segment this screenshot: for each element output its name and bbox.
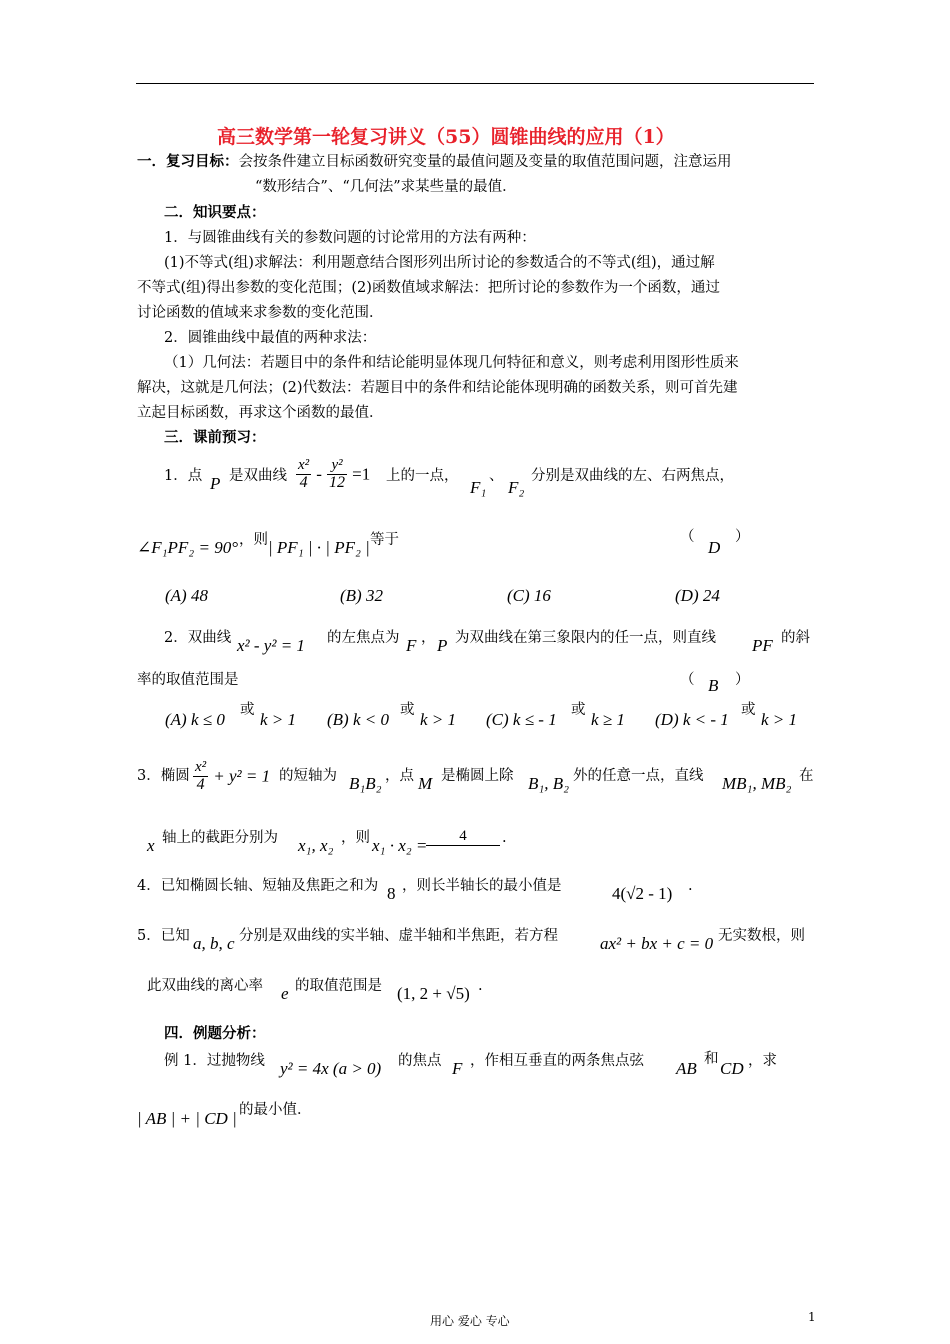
- ex1-text-e: 的最小值．: [239, 1102, 312, 1118]
- q1-text-a: 1．点: [164, 468, 203, 484]
- q3-x-axis: x: [147, 836, 155, 855]
- q2-hyperbola-eq: x² - y² = 1: [237, 636, 305, 655]
- knowledge-p7: 解决，这就是几何法；(2)代数法：若题目中的条件和结论能体现明确的函数关系，则可首先建: [137, 380, 738, 396]
- knowledge-p5: 2．圆锥曲线中最值的两种求法：: [164, 330, 377, 346]
- q3-text-d: 是椭圆上除: [441, 768, 514, 784]
- q3-x1-x2: x₁, x₂: [298, 836, 334, 855]
- q2-text-e: 的斜: [781, 630, 810, 646]
- knowledge-p2: (1)不等式(组)求解法：利用题意结合图形列出所讨论的参数适合的不等式(组)，通过解: [164, 255, 715, 271]
- section-review-goals: [137, 152, 732, 172]
- knowledge-p6: （1）几何法：若题目中的条件和结论能明显体现几何特征和意义，则考虑利用图形性质来: [164, 355, 739, 371]
- q3-text-a: 3．椭圆: [137, 768, 190, 784]
- q5-e: e: [281, 984, 289, 1003]
- section-label: 一．复习目标：: [137, 153, 239, 170]
- q5-answer: (1, 2 + √5): [397, 984, 470, 1003]
- q2-option-d2: k > 1: [761, 710, 798, 729]
- q2-option-b: (B) k < 0: [327, 710, 389, 729]
- q2-option-c: (C) k ≤ - 1: [486, 710, 557, 729]
- q2-option-a: [165, 710, 225, 730]
- ex1-sum: | AB | + | CD |: [137, 1109, 237, 1128]
- footer-text: 用心 爱心 专心: [430, 1314, 510, 1328]
- frac-num: x²: [195, 759, 207, 775]
- minus-sign: -: [316, 464, 322, 484]
- q3-text-b: 的短轴为: [279, 768, 337, 784]
- q5-abc: a, b, c: [193, 934, 235, 953]
- equals-one: =1: [352, 464, 371, 484]
- q1-point-p: P: [210, 474, 221, 493]
- q3-text-e: 外的任意一点，直线: [573, 768, 704, 784]
- q5-equation: ax² + bx + c = 0: [600, 934, 714, 953]
- section-label-examples: 四．例题分析：: [164, 1025, 266, 1042]
- q1-text-e: ，则: [239, 532, 268, 548]
- q4-end: .: [688, 878, 693, 894]
- q3-ellipse-eq: [193, 760, 270, 794]
- q1-focus-f1: F₁: [470, 478, 487, 497]
- q2-line2: 率的取值范围是: [137, 672, 239, 688]
- q3-text-h: ，则: [341, 830, 370, 846]
- page-number: 1: [808, 1310, 816, 1324]
- ex1-focus-f: F: [452, 1059, 463, 1078]
- ellipse-rest: + y² = 1: [213, 766, 271, 786]
- ex1-and: 和: [704, 1051, 719, 1067]
- q5-text-d: 的取值范围是: [295, 978, 382, 994]
- q3-end: .: [502, 830, 507, 846]
- header-rule: [136, 83, 814, 84]
- ex1-chord-cd: CD: [720, 1059, 744, 1078]
- q2-or-b: 或: [400, 702, 415, 718]
- q2-option-a2: k > 1: [260, 710, 297, 729]
- ex1-text-a: 例 1．过抛物线: [164, 1053, 265, 1069]
- q2-answer: B: [708, 676, 719, 695]
- knowledge-p3: 不等式(组)得出参数的变化范围；(2)函数值域求解法：把所讨论的参数作为一个函数，通过: [137, 280, 720, 296]
- q5-text-c: 无实数根，则: [718, 928, 805, 944]
- q1-left-paren: （: [680, 529, 695, 545]
- q2-text-d: 为双曲线在第三象限内的任一点，则直线: [455, 630, 716, 646]
- option-part: (A) k ≤ 0: [165, 710, 225, 729]
- ex1-text-d: ，求: [748, 1053, 777, 1069]
- q2-point-p: P: [437, 636, 448, 655]
- q1-angle: ∠F₁PF₂ = 90°: [137, 538, 238, 557]
- frac-den: 4: [299, 473, 308, 491]
- q4-answer: 4(√2 - 1): [612, 884, 673, 903]
- q3-b1-b2: B₁, B₂: [528, 774, 570, 793]
- knowledge-p4: 讨论函数的值域来求参数的变化范围．: [137, 305, 384, 321]
- q4-text-b: ，则长半轴长的最小值是: [402, 878, 562, 894]
- q2-option-d: (D) k < - 1: [655, 710, 729, 729]
- q1-answer: D: [708, 538, 721, 557]
- q3-text-f: 在: [799, 768, 814, 784]
- section-label-knowledge: 二．知识要点：: [164, 204, 266, 221]
- q2-right-paren: ）: [735, 672, 750, 688]
- q2-or-c: 或: [571, 702, 586, 718]
- q3-point-m: M: [418, 774, 433, 793]
- q2-text-a: 2．双曲线: [164, 630, 232, 646]
- section-text-cont: “数形结合”、“几何法”求某些量的最值．: [255, 179, 517, 195]
- q2-focus-f: F: [406, 636, 417, 655]
- ex1-parabola-eq: y² = 4x (a > 0): [280, 1059, 382, 1078]
- q3-text-g: 轴上的截距分别为: [162, 830, 278, 846]
- q5-text-b: 分别是双曲线的实半轴、虚半轴和半焦距，若方程: [239, 928, 558, 944]
- q3-product: x₁ · x₂ =: [372, 836, 428, 855]
- knowledge-p1: 1．与圆锥曲线有关的参数问题的讨论常用的方法有两种：: [164, 230, 536, 246]
- page-title: 高三数学第一轮复习讲义（55）圆锥曲线的应用（1）: [217, 126, 675, 148]
- section-text: 会按条件建立目标函数研究变量的最值问题及变量的取值范围问题，注意运用: [238, 154, 732, 170]
- q5-text-a: 5．已知: [137, 928, 190, 944]
- q2-line-pf: PF: [752, 636, 773, 655]
- q2-or-d: 或: [741, 702, 756, 718]
- q3-b1b2: B₁B₂: [349, 774, 382, 793]
- q1-hyperbola-eq: [296, 458, 370, 492]
- q3-text-c: ，点: [385, 768, 414, 784]
- q1-text-c: 上的一点，: [386, 468, 459, 484]
- q1-option-b: (B) 32: [340, 586, 383, 605]
- q5-line2: 此双曲线的离心率: [147, 978, 263, 994]
- q2-or-a: 或: [240, 702, 255, 718]
- q4-value: 8: [387, 884, 396, 903]
- q3-lines: MB₁, MB₂: [722, 774, 792, 793]
- section-label-preview: 三．课前预习：: [164, 429, 266, 446]
- frac-num: y²: [327, 458, 347, 475]
- frac-den: 12: [329, 473, 346, 491]
- q2-text-c: ，: [421, 630, 436, 646]
- knowledge-p8: 立起目标函数，再求这个函数的最值．: [137, 405, 384, 421]
- q1-text-d: 分别是双曲线的左、右两焦点，: [531, 468, 734, 484]
- q1-right-paren: ）: [735, 529, 750, 545]
- q4-text-a: 4．已知椭圆长轴、短轴及焦距之和为: [137, 878, 379, 894]
- q2-left-paren: （: [680, 672, 695, 688]
- q1-option-c: (C) 16: [507, 586, 551, 605]
- q2-option-b2: k > 1: [420, 710, 457, 729]
- q1-text-f: 等于: [370, 532, 399, 548]
- q2-option-c2: k ≥ 1: [591, 710, 625, 729]
- ex1-text-b: 的焦点: [398, 1053, 442, 1069]
- ex1-chord-ab: AB: [676, 1059, 697, 1078]
- q1-text-b: 是双曲线: [229, 468, 287, 484]
- q5-end: .: [478, 978, 483, 994]
- q1-focus-f2: F₂: [508, 478, 525, 497]
- q2-text-b: 的左焦点为: [327, 630, 400, 646]
- q3-answer: 4: [426, 828, 500, 846]
- q1-option-a: (A) 48: [165, 586, 208, 605]
- q1-option-d: (D) 24: [675, 586, 720, 605]
- frac-num: x²: [298, 457, 310, 473]
- q1-product: | PF₁ | · | PF₂ |: [268, 538, 370, 557]
- ex1-text-c: ，作相互垂直的两条焦点弦: [470, 1053, 644, 1069]
- q1-sep: 、: [489, 468, 504, 484]
- frac-den: 4: [196, 775, 205, 793]
